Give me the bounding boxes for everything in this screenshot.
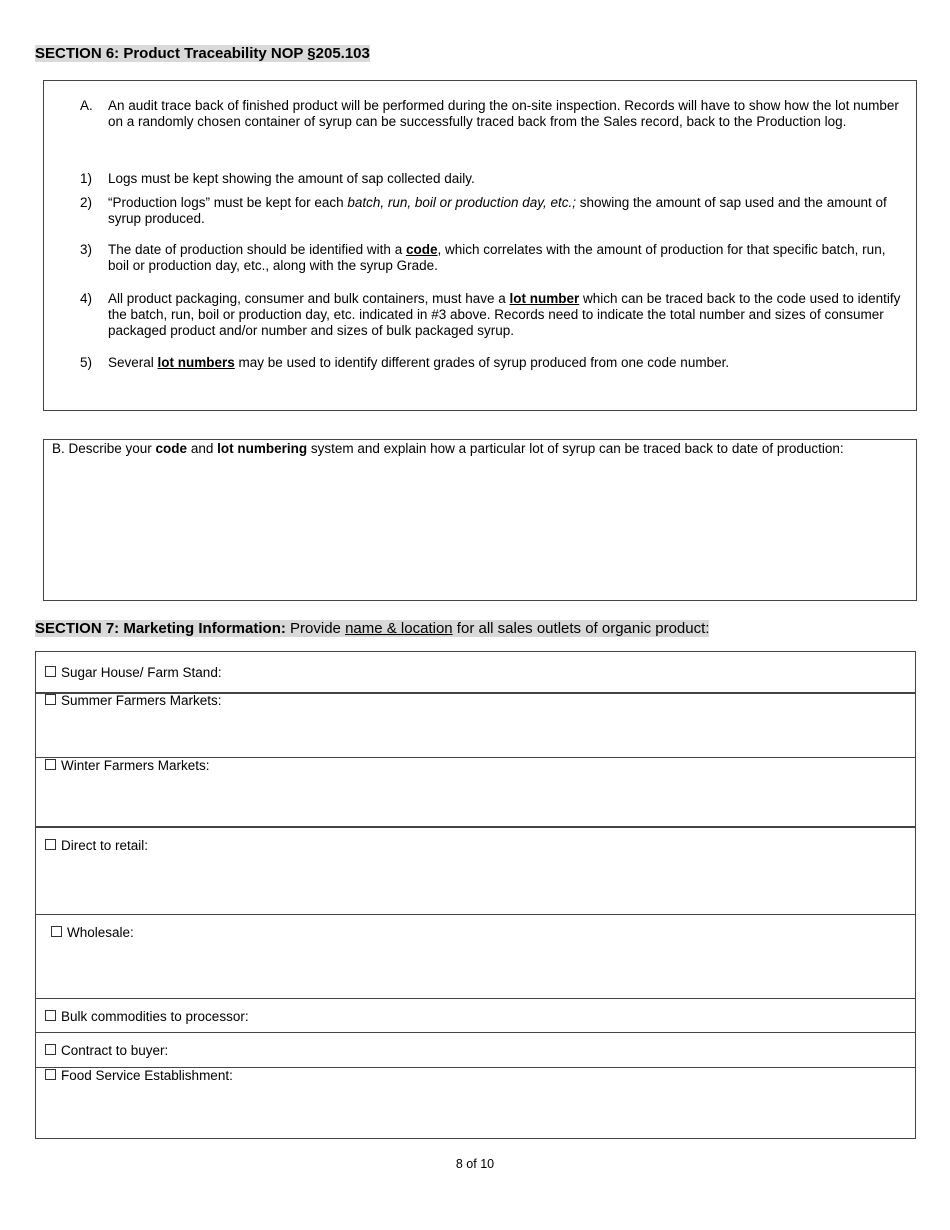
bulk-processor-label: Bulk commodities to processor:: [61, 1009, 249, 1024]
section-7-title-text-2: for all sales outlets of organic product:: [452, 620, 710, 637]
part-b-text-2: and: [187, 441, 218, 456]
direct-retail-label: Direct to retail:: [61, 838, 149, 853]
item-3-text: [108, 242, 908, 274]
outlet-row-winter-markets[interactable]: [35, 758, 916, 826]
item-5-text: [108, 355, 908, 371]
contract-buyer-checkbox[interactable]: [45, 1044, 56, 1055]
sugar-house-checkbox[interactable]: [45, 666, 56, 677]
section-7-title-text-1: Provide: [285, 620, 346, 637]
summer-markets-checkbox[interactable]: [45, 694, 56, 705]
section-6-title-text: SECTION 6: Product Traceability NOP §205.103: [35, 45, 370, 62]
bulk-processor-checkbox[interactable]: [45, 1010, 56, 1021]
wholesale-label: Wholesale:: [67, 925, 134, 940]
section-7-title-bold: SECTION 7: Marketing Information:: [35, 620, 286, 637]
item-1-text: Logs must be kept showing the amount of sap collected daily.: [108, 171, 475, 186]
outlet-label: [45, 1043, 168, 1058]
part-b-text-1: B. Describe your: [52, 441, 156, 456]
item-2-marker: 2): [80, 195, 93, 210]
section-7-title-highlight: [35, 620, 709, 637]
item-5-text-before: Several: [108, 355, 158, 370]
item-4-text-before: All product packaging, consumer and bulk containers, must have a: [108, 291, 510, 306]
outlet-row-sugar-house[interactable]: [35, 652, 916, 692]
section-6-title: [35, 45, 370, 62]
item-4-text: [108, 291, 908, 339]
direct-retail-checkbox[interactable]: [45, 839, 56, 850]
wholesale-checkbox[interactable]: [51, 926, 62, 937]
outlet-row-direct-retail[interactable]: [35, 828, 916, 914]
item-3-marker: 3): [80, 242, 93, 257]
item-a-text: An audit trace back of finished product will be performed during the on-site inspection. Records will have to show how the lot number on a randomly chosen container of syrup can be successfully traced back from the Sales record, back to the Production log.: [108, 98, 899, 129]
winter-markets-checkbox[interactable]: [45, 759, 56, 770]
item-2-text-before: “Production logs” must be kept for each: [108, 195, 348, 210]
outlet-row-food-service[interactable]: [35, 1068, 916, 1138]
food-service-label: Food Service Establishment:: [61, 1068, 233, 1083]
part-b-code-term: code: [155, 441, 188, 456]
item-3-code-term: code: [405, 242, 438, 257]
item-2-text-after: showing the amount of sap used and the amount of syrup produced.: [108, 195, 887, 226]
part-b-prompt: [52, 441, 844, 457]
summer-markets-label: Summer Farmers Markets:: [61, 693, 222, 708]
outlet-row-bulk-processor[interactable]: [35, 999, 916, 1032]
contract-buyer-label: Contract to buyer:: [61, 1043, 169, 1058]
item-5-marker: 5): [80, 355, 93, 370]
outlet-label: [45, 758, 210, 773]
item-4-lot-number-term: lot number: [509, 291, 580, 306]
outlet-row-wholesale[interactable]: [35, 915, 916, 998]
item-a-marker: A.: [80, 98, 93, 113]
outlet-row-contract-buyer[interactable]: [35, 1033, 916, 1067]
item-3-text-before: The date of production should be identified with a: [108, 242, 406, 257]
sugar-house-label: Sugar House/ Farm Stand:: [61, 665, 222, 680]
food-service-checkbox[interactable]: [45, 1069, 56, 1080]
outlet-row-summer-markets[interactable]: [35, 693, 916, 757]
outlet-label: [45, 1068, 233, 1083]
outlet-label: [45, 665, 222, 680]
item-5-lot-numbers-term: lot numbers: [157, 355, 235, 370]
part-b-answer-box[interactable]: [43, 439, 917, 601]
item-4-marker: 4): [80, 291, 93, 306]
outlet-label: [45, 693, 222, 708]
item-2-text: [108, 195, 914, 227]
outlet-label: [45, 838, 148, 853]
item-1-marker: 1): [80, 171, 93, 186]
section-7-title-underlined: name & location: [345, 620, 453, 637]
item-4-text-after: which can be traced back to the code used to identify the batch, run, boil or production day, etc. indicated in #3 above. Records need to indicate the total number and sizes of consumer packaged product and/or number and sizes of bulk packaged syrup.: [108, 291, 901, 338]
outlet-label: [45, 1009, 249, 1024]
outlet-label: [51, 925, 134, 940]
item-5-text-after: may be used to identify different grades of syrup produced from one code number.: [234, 355, 730, 370]
part-b-lot-numbering-term: lot numbering: [217, 441, 308, 456]
winter-markets-label: Winter Farmers Markets:: [61, 758, 210, 773]
section-7-title: [35, 620, 709, 637]
section-6-box: [43, 80, 917, 411]
item-2-text-italic: batch, run, boil or production day, etc.;: [347, 195, 577, 210]
part-b-text-3: system and explain how a particular lot of syrup can be traced back to date of production:: [307, 441, 844, 456]
page-number: 8 of 10: [455, 1157, 495, 1171]
item-3-text-after: , which correlates with the amount of production for that specific batch, run, boil or production day, etc., along with the syrup Grade.: [108, 242, 886, 273]
